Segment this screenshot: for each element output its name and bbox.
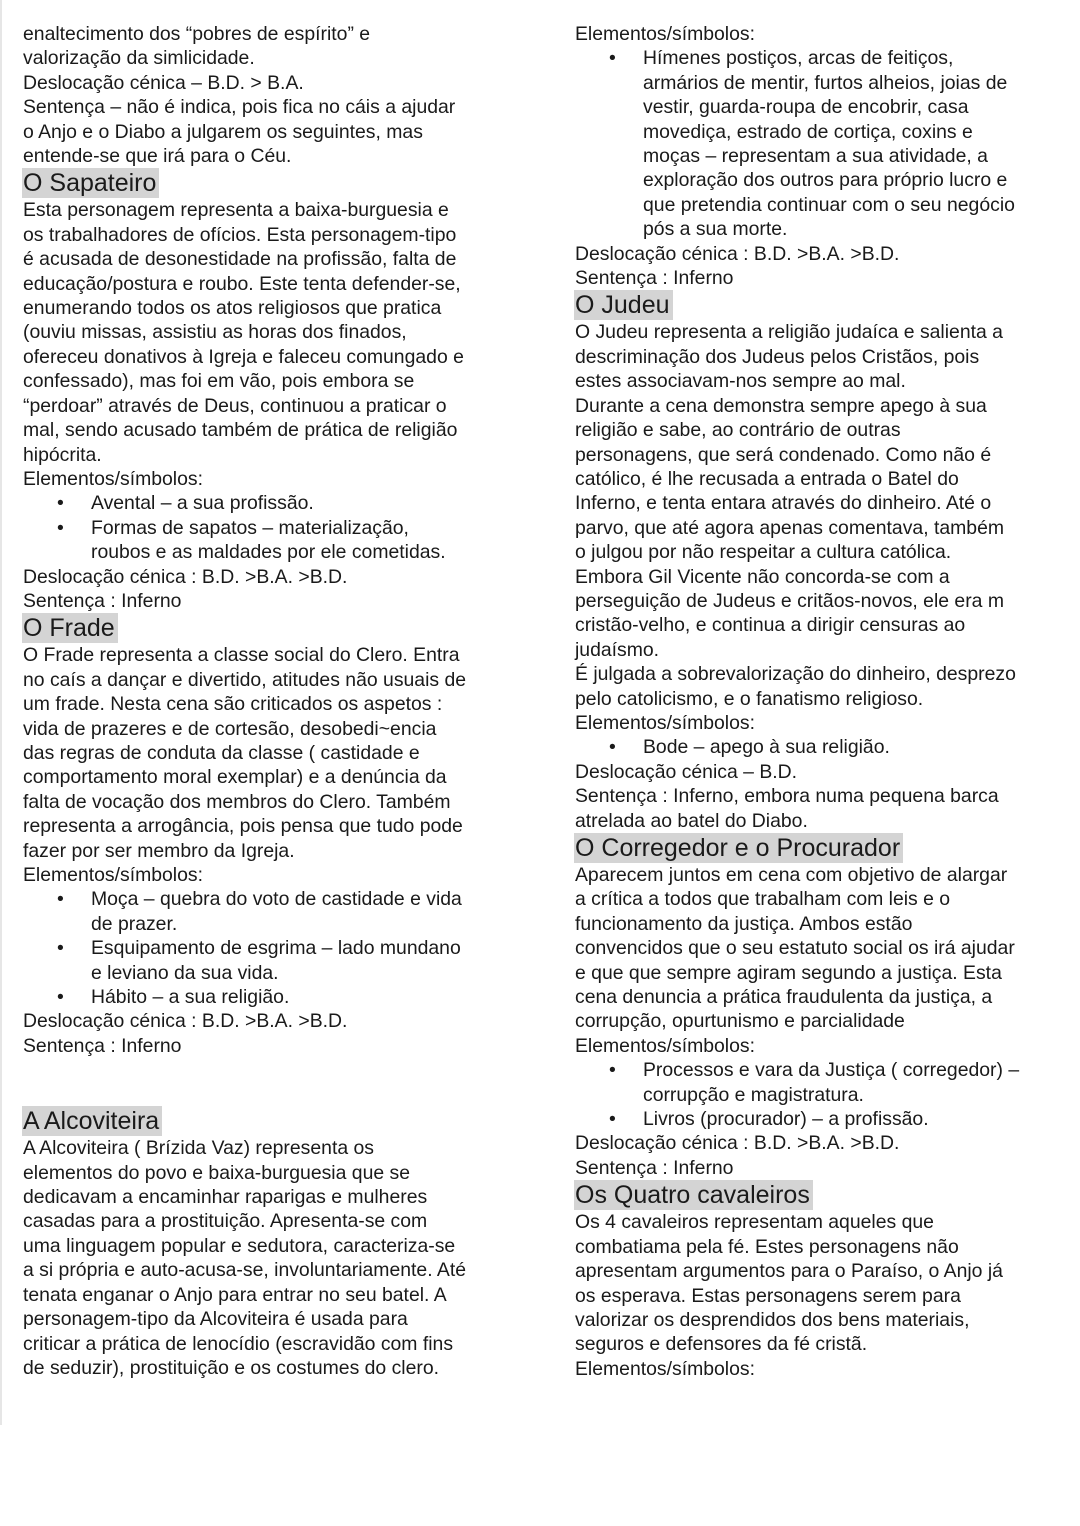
- text-line: convencidos que o seu estatuto social os irá ajudar: [575, 937, 1015, 960]
- text-line: os trabalhadores de ofícios. Esta personagem-tipo: [23, 223, 457, 246]
- bullet-dot-icon: •: [609, 1108, 616, 1131]
- section-alcoviteira-continued: [575, 22, 1065, 290]
- bullet-item: [23, 936, 543, 985]
- section-quatro-cavaleiros: [575, 1180, 1065, 1381]
- text-line: Durante a cena demonstra sempre apego à sua: [575, 394, 987, 417]
- bullet-text: moças – representam a sua atividade, a: [643, 145, 988, 168]
- bullet-dot-icon: •: [57, 516, 64, 539]
- text-line: O Frade representa a classe social do Clero. Entra: [23, 644, 460, 667]
- bullet-item: [23, 887, 543, 936]
- section-heading: O Sapateiro: [22, 168, 159, 198]
- text-line: a si própria e auto-acusa-se, involuntariamente. Até: [23, 1259, 467, 1282]
- text-line: casadas para a prostituição. Apresenta-se com: [23, 1210, 428, 1233]
- text-line: religião e sabe, ao contrário de outras: [575, 419, 901, 442]
- section-heading: A Alcoviteira: [22, 1106, 162, 1136]
- text-line: personagens, que será condenado. Como não é: [575, 443, 992, 466]
- text-line: um frade. Nesta cena são criticados os aspetos :: [23, 693, 443, 716]
- text-line: “perdoar” através de Deus, continuou a praticar o: [23, 394, 447, 417]
- text-line: entende-se que irá para o Céu.: [23, 145, 292, 168]
- bullet-text: movediça, estrado de cortiça, coxins e: [643, 120, 973, 143]
- bullet-text: armários de mentir, furtos alheios, joias de: [643, 71, 1008, 94]
- text-line: é acusada de desonestidade na profissão, falta de: [23, 248, 457, 271]
- text-line: Sentença : Inferno: [575, 267, 734, 290]
- bullet-item: [575, 46, 1065, 241]
- section-heading: O Corregedor e o Procurador: [574, 833, 903, 863]
- text-line: estes associavam-nos sempre ao mal.: [575, 370, 906, 393]
- text-line: funcionamento da justiça. Ambos estão: [575, 912, 913, 935]
- text-line: Esta personagem representa a baixa-burguesia e: [23, 199, 449, 222]
- text-line: no caís a dançar e divertido, atitudes não usuais de: [23, 668, 467, 691]
- text-line: elementos do povo e baixa-burguesia que se: [23, 1161, 410, 1184]
- text-line: corrupção, opurtunismo e parcialidade: [575, 1010, 905, 1033]
- section-heading: O Judeu: [574, 290, 673, 320]
- right-column: [575, 22, 1065, 1381]
- bullet-text: Livros (procurador) – a profissão.: [643, 1108, 929, 1131]
- text-line: A Alcoviteira ( Brízida Vaz) representa os: [23, 1137, 374, 1160]
- left-column: [23, 22, 543, 1380]
- bullet-item: [23, 985, 543, 1009]
- section-alcoviteira: [23, 1106, 543, 1380]
- text-line: o julgou por não respeitar a cultura católica.: [575, 541, 952, 564]
- blank-gap: [23, 1082, 543, 1106]
- text-line: comportamento moral exemplar) e a denúncia da: [23, 766, 447, 789]
- bullet-text: Bode – apego à sua religião.: [643, 736, 890, 759]
- text-line: católico, é lhe recusada a entrada o Batel do: [575, 467, 959, 490]
- text-line: (ouviu missas, assistiu as horas dos finados,: [23, 321, 407, 344]
- text-line: Deslocação cénica : B.D. >B.A. >B.D.: [575, 242, 900, 265]
- page-edge-line: [0, 0, 2, 1425]
- blank-gap: [23, 1058, 543, 1082]
- text-line: Elementos/símbolos:: [23, 467, 203, 490]
- text-line: uma linguagem popular e sedutora, caracteriza-se: [23, 1234, 456, 1257]
- text-line: Elementos/símbolos:: [23, 864, 203, 886]
- text-line: parvo, que até agora apenas comentava, também: [575, 516, 1005, 539]
- text-line: Deslocação cénica : B.D. >B.A. >B.D.: [23, 1010, 348, 1033]
- text-line: perseguição de Judeus e critãos-novos, ele era m: [575, 589, 1004, 612]
- bullet-text: corrupção e magistratura.: [643, 1083, 864, 1106]
- section-heading: O Frade: [22, 613, 118, 643]
- text-line: o Anjo e o Diabo a julgarem os seguintes, mas: [23, 120, 423, 143]
- bullet-dot-icon: •: [609, 47, 616, 70]
- text-line: tenata enganar o Anjo para entrar no seu batel. A: [23, 1283, 447, 1306]
- text-line: valorizar os desprendidos dos bens materiais,: [575, 1308, 970, 1331]
- text-line: de seduzir), prostituição e os costumes do clero.: [23, 1356, 440, 1379]
- bullet-text: Moça – quebra do voto de castidade e vida: [91, 888, 462, 911]
- text-line: Sentença : Inferno, embora numa pequena barca: [575, 785, 999, 808]
- bullet-item: [575, 735, 1065, 759]
- text-line: Sentença – não é indica, pois fica no cáis a ajudar: [23, 96, 456, 119]
- text-line: mal, sendo acusado também de prática de religião: [23, 419, 458, 442]
- text-line: a crítica a todos que trabalham com leis e o: [575, 888, 951, 911]
- text-line: Deslocação cénica – B.D. > B.A.: [23, 71, 304, 94]
- section-judeu: [575, 290, 1065, 833]
- bullet-item: [23, 516, 543, 565]
- bullet-text: Hábito – a sua religião.: [91, 986, 290, 1009]
- text-line: das regras de conduta da classe ( castidade e: [23, 741, 420, 764]
- text-line: Deslocação cénica – B.D.: [575, 760, 798, 783]
- text-line: atrelada ao batel do Diabo.: [575, 809, 808, 832]
- text-line: pelo catolicismo, e o fanatismo religioso.: [575, 687, 924, 710]
- text-line: hipócrita.: [23, 443, 102, 466]
- text-line: Sentença : Inferno: [23, 589, 182, 612]
- text-line: Deslocação cénica : B.D. >B.A. >B.D.: [23, 565, 348, 588]
- text-line: os esperava. Estas personagens serem para: [575, 1284, 961, 1307]
- text-line: personagem-tipo da Alcoviteira é usada para: [23, 1308, 408, 1331]
- text-line: enumerando todos os atos religiosos que pratica: [23, 297, 442, 320]
- bullet-text: Avental – a sua profissão.: [91, 492, 314, 515]
- bullet-text: Processos e vara da Justiça ( corregedor) –: [643, 1059, 1020, 1082]
- text-line: valorização da simlicidade.: [23, 47, 255, 70]
- text-line: Sentença : Inferno: [575, 1156, 734, 1179]
- text-line: descriminação dos Judeus pelos Cristãos, pois: [575, 345, 980, 368]
- section-heading: Os Quatro cavaleiros: [574, 1180, 813, 1210]
- intro-section: [23, 22, 543, 168]
- text-line: cena denuncia a prática fraudulenta da justiça, a: [575, 986, 993, 1009]
- text-line: criticar a prática de lenocídio (escravidão com fins: [23, 1332, 454, 1355]
- bullet-dot-icon: •: [57, 986, 64, 1009]
- text-line: É julgada a sobrevalorização do dinheiro, desprezo: [575, 663, 1016, 686]
- text-line: enaltecimento dos “pobres de espírito” e: [23, 23, 371, 45]
- text-line: Aparecem juntos em cena com objetivo de alargar: [575, 864, 1008, 886]
- text-line: representa a arrogância, pois pensa que tudo pode: [23, 815, 463, 838]
- bullet-text: Formas de sapatos – materialização,: [91, 516, 409, 539]
- text-line: Os 4 cavaleiros representam aqueles que: [575, 1211, 934, 1234]
- text-line: Elementos/símbolos:: [575, 711, 755, 734]
- text-line: Elementos/símbolos:: [575, 1034, 755, 1057]
- text-line: ofereceu donativos à Igreja e faleceu comungado e: [23, 345, 464, 368]
- text-line: combatiama pela fé. Estes personagens não: [575, 1235, 959, 1258]
- bullet-text: que pretendia continuar com o seu negócio: [643, 193, 1015, 216]
- bullet-text: vestir, guarda-roupa de encobrir, casa: [643, 96, 969, 119]
- text-line: Elementos/símbolos:: [575, 23, 755, 45]
- bullet-text: exploração dos outros para próprio lucro e: [643, 169, 1008, 192]
- text-line: apresentam argumentos para o Paraíso, o Anjo já: [575, 1260, 1003, 1283]
- bullet-item: [575, 1058, 1065, 1107]
- text-line: Embora Gil Vicente não concorda-se com a: [575, 565, 950, 588]
- text-line: Deslocação cénica : B.D. >B.A. >B.D.: [575, 1132, 900, 1155]
- bullet-text: Hímenes postiços, arcas de feitiços,: [643, 47, 954, 70]
- text-line: Inferno, e tenta entara através do dinheiro. Até o: [575, 492, 992, 515]
- bullet-dot-icon: •: [57, 492, 64, 515]
- text-line: Elementos/símbolos:: [575, 1357, 755, 1380]
- bullet-item: [575, 1107, 1065, 1131]
- bullet-dot-icon: •: [609, 736, 616, 759]
- section-frade: [23, 613, 543, 1058]
- bullet-text: roubos e as maldades por ele cometidas.: [91, 541, 446, 564]
- text-line: O Judeu representa a religião judaíca e salienta a: [575, 321, 1003, 344]
- text-line: cristão-velho, e continua a dirigir censuras ao: [575, 614, 966, 637]
- bullet-item: [23, 491, 543, 515]
- bullet-text: Esquipamento de esgrima – lado mundano: [91, 937, 461, 960]
- text-line: educação/postura e roubo. Este tenta defender-se,: [23, 272, 461, 295]
- bullet-text: e leviano da sua vida.: [91, 961, 279, 984]
- section-corregedor-procurador: [575, 833, 1065, 1180]
- section-sapateiro: [23, 168, 543, 613]
- bullet-dot-icon: •: [57, 937, 64, 960]
- text-line: judaísmo.: [575, 638, 660, 661]
- text-line: Sentença : Inferno: [23, 1034, 182, 1057]
- text-line: e que que sempre agiram segundo a justiça. Esta: [575, 961, 1002, 984]
- text-line: seguros e defensores da fé cristã.: [575, 1333, 868, 1356]
- text-line: falta de vocação dos membros do Clero. Também: [23, 790, 451, 813]
- text-line: dedicavam a encaminhar raparigas e mulheres: [23, 1186, 428, 1209]
- bullet-text: pós a sua morte.: [643, 218, 788, 241]
- bullet-dot-icon: •: [609, 1059, 616, 1082]
- bullet-text: de prazer.: [91, 912, 178, 935]
- text-line: vida de prazeres e de cortesão, desobedi~encia: [23, 717, 437, 740]
- bullet-dot-icon: •: [57, 888, 64, 911]
- text-line: fazer por ser membro da Igreja.: [23, 839, 295, 862]
- text-line: confessado), mas foi em vão, pois embora se: [23, 370, 415, 393]
